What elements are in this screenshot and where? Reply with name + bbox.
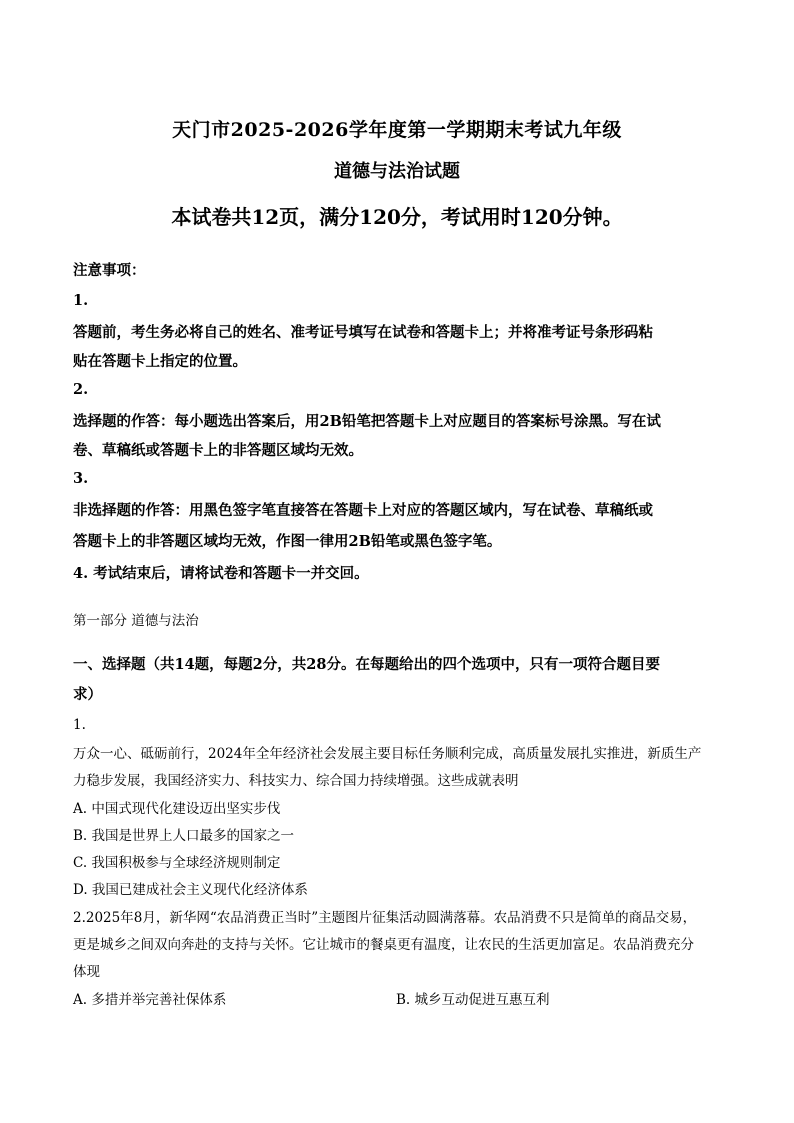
- question-1-stem-line-2: 力稳步发展，我国经济实力、科技实力、综合国力持续增强。这些成就表明: [73, 773, 519, 789]
- question-2-option-a: A. 多措并举完善社保体系: [73, 992, 227, 1008]
- part-label: 第一部分 道德与法治: [73, 613, 199, 629]
- notice-4: 4. 考试结束后，请将试卷和答题卡一并交回。: [73, 565, 369, 582]
- question-2-stem-line-2: 更是城乡之间双向奔赴的支持与关怀。它让城市的餐桌更有温度，让农民的生活更加富足。农品消费充分: [73, 937, 694, 953]
- section-heading-line-2: 求）: [73, 686, 102, 703]
- question-1-number: 1.: [73, 717, 86, 733]
- notice-1-line-1: 答题前，考生务必将自己的姓名、准考证号填写在试卷和答题卡上；并将准考证号条形码粘: [73, 324, 653, 341]
- question-1-option-d: D. 我国已建成社会主义现代化经济体系: [73, 882, 308, 898]
- question-2-stem-line-3: 体现: [73, 964, 100, 980]
- notice-2-line-2: 卷、草稿纸或答题卡上的非答题区域均无效。: [73, 442, 363, 459]
- subject-title: 道德与法治试题: [334, 161, 460, 182]
- question-2-option-b: B. 城乡互动促进互惠互利: [396, 992, 550, 1008]
- question-1-option-b: B. 我国是世界上人口最多的国家之一: [73, 828, 295, 844]
- question-1-stem-line-1: 万众一心、砥砺前行，2024年全年经济社会发展主要目标任务顺利完成，高质量发展扎实推进，新质生产: [73, 746, 702, 762]
- exam-info: 本试卷共12页，满分120分，考试用时120分钟。: [171, 205, 623, 229]
- notice-heading: 注意事项：: [73, 262, 146, 279]
- notice-2-number: 2.: [73, 381, 89, 398]
- notice-3-line-2: 答题卡上的非答题区域均无效，作图一律用2B铅笔或黑色签字笔。: [73, 533, 502, 550]
- notice-1-line-2: 贴在答题卡上指定的位置。: [73, 353, 247, 370]
- notice-3-line-1: 非选择题的作答：用黑色签字笔直接答在答题卡上对应的答题区域内，写在试卷、草稿纸或: [73, 502, 653, 519]
- notice-1-number: 1.: [73, 292, 89, 309]
- question-2-stem-line-1: 2.2025年8月，新华网“农品消费正当时”主题图片征集活动圆满落幕。农品消费不只是简单的商品交易，: [73, 910, 697, 926]
- exam-title: 天门市2025-2026学年度第一学期期末考试九年级: [172, 119, 622, 141]
- question-1-option-c: C. 我国积极参与全球经济规则制定: [73, 855, 281, 871]
- question-1-option-a: A. 中国式现代化建设迈出坚实步伐: [73, 801, 281, 817]
- section-heading-line-1: 一、选择题（共14题，每题2分，共28分。在每题给出的四个选项中，只有一项符合题目要: [73, 656, 660, 673]
- notice-2-line-1: 选择题的作答：每小题选出答案后，用2B铅笔把答题卡上对应题目的答案标号涂黑。写在试: [73, 413, 661, 430]
- notice-3-number: 3.: [73, 470, 89, 487]
